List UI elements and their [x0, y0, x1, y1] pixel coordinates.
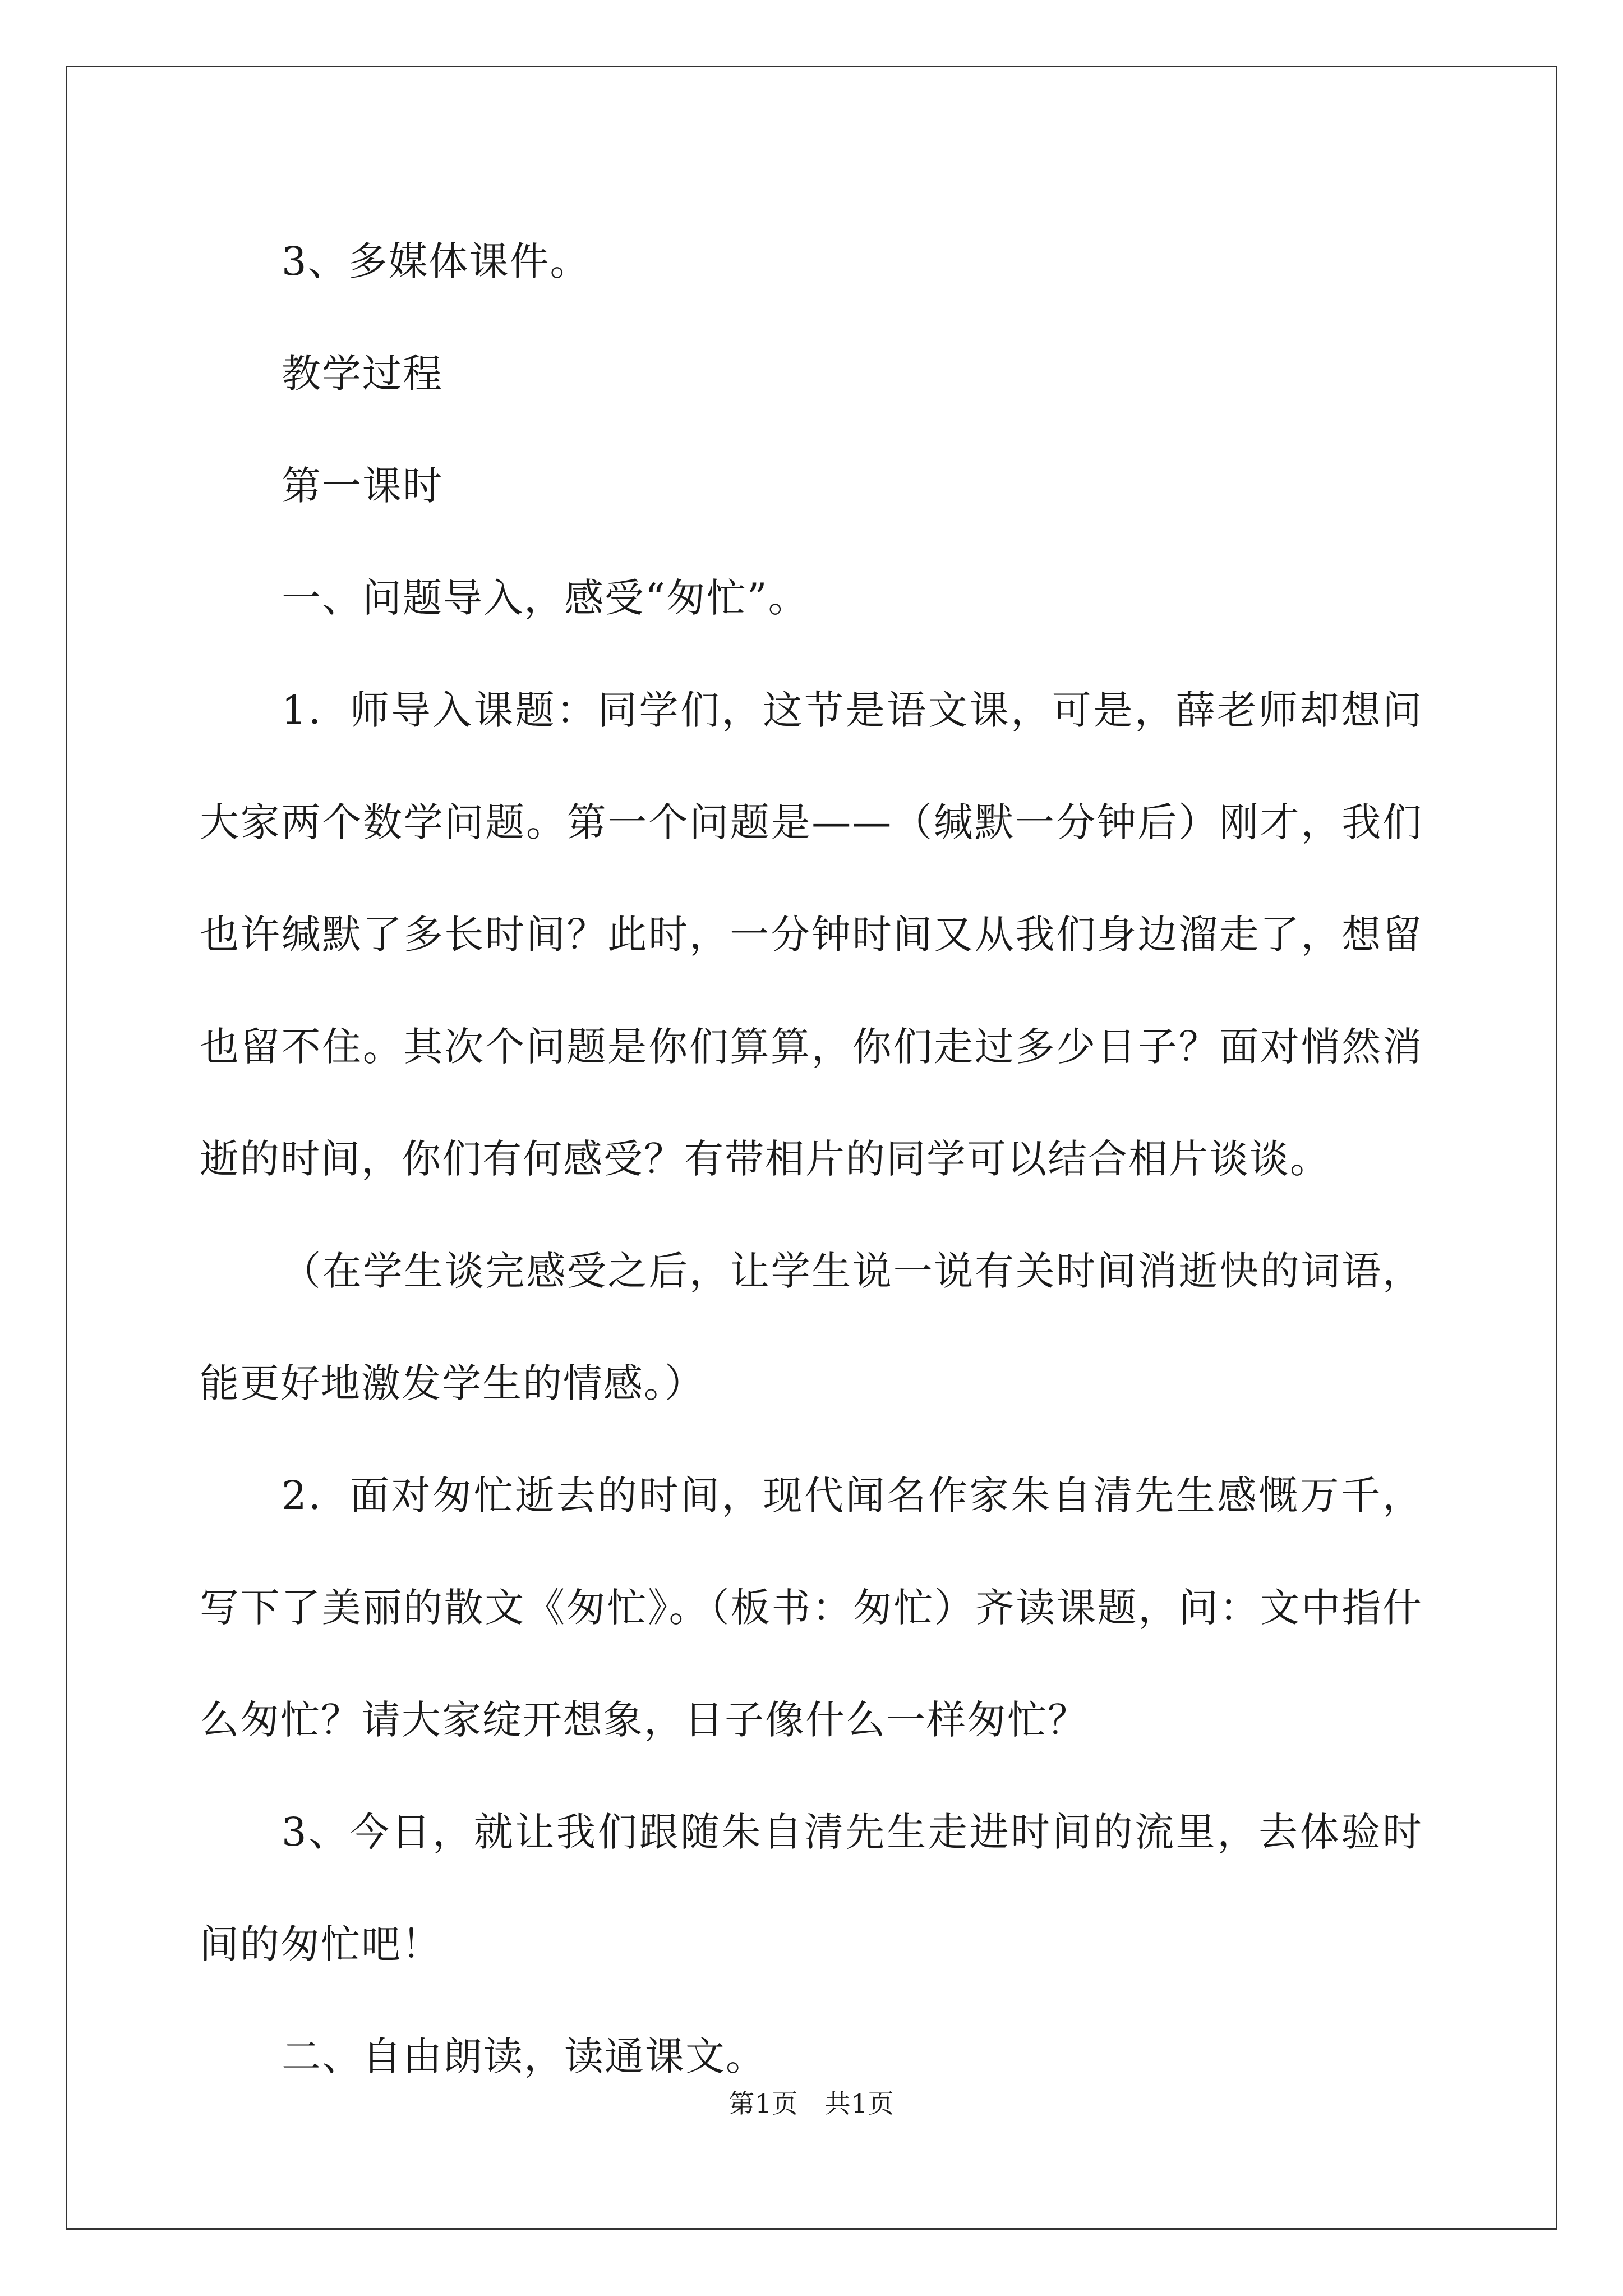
paragraph-point-two: 2．面对匆忙逝去的时间，现代闻名作家朱自清先生感慨万千，写下了美丽的散文《匆忙》。（板书：匆忙）齐读课题，问：文中指什么匆忙？请大家绽开想象，日子像什么一样匆忙？	[200, 1473, 1423, 1743]
heading-section-two: 二、自由朗读，读通课文。	[282, 2033, 766, 2079]
paragraph-materials: 3、多媒体课件。	[282, 238, 591, 284]
paragraph-note: （在学生谈完感受之后，让学生说一说有关时间消逝快的词语，能更好地激发学生的情感。）	[200, 1248, 1423, 1406]
paragraph-point-three: 3、今日，就让我们跟随朱自清先生走进时间的流里，去体验时间的匆忙吧！	[200, 1809, 1423, 1967]
heading-teaching-process: 教学过程	[282, 351, 443, 397]
page-number-footer: 第1页 共1页	[728, 2088, 895, 2119]
heading-first-lesson: 第一课时	[282, 463, 443, 509]
document-body	[200, 205, 1423, 2113]
heading-section-one: 一、问题导入，感受“匆忙”。	[282, 575, 809, 621]
paragraph-introduction: 1．师导入课题：同学们，这节是语文课，可是，薛老师却想问大家两个数学问题。第一个问题是——（缄默一分钟后）刚才，我们也许缄默了多长时间？此时，一分钟时间又从我们身边溜走了，想留也留不住。其次个问题是你们算算，你们走过多少日子？面对悄然消逝的时间，你们有何感受？有带相片的同学可以结合相片谈谈。	[200, 687, 1423, 1182]
